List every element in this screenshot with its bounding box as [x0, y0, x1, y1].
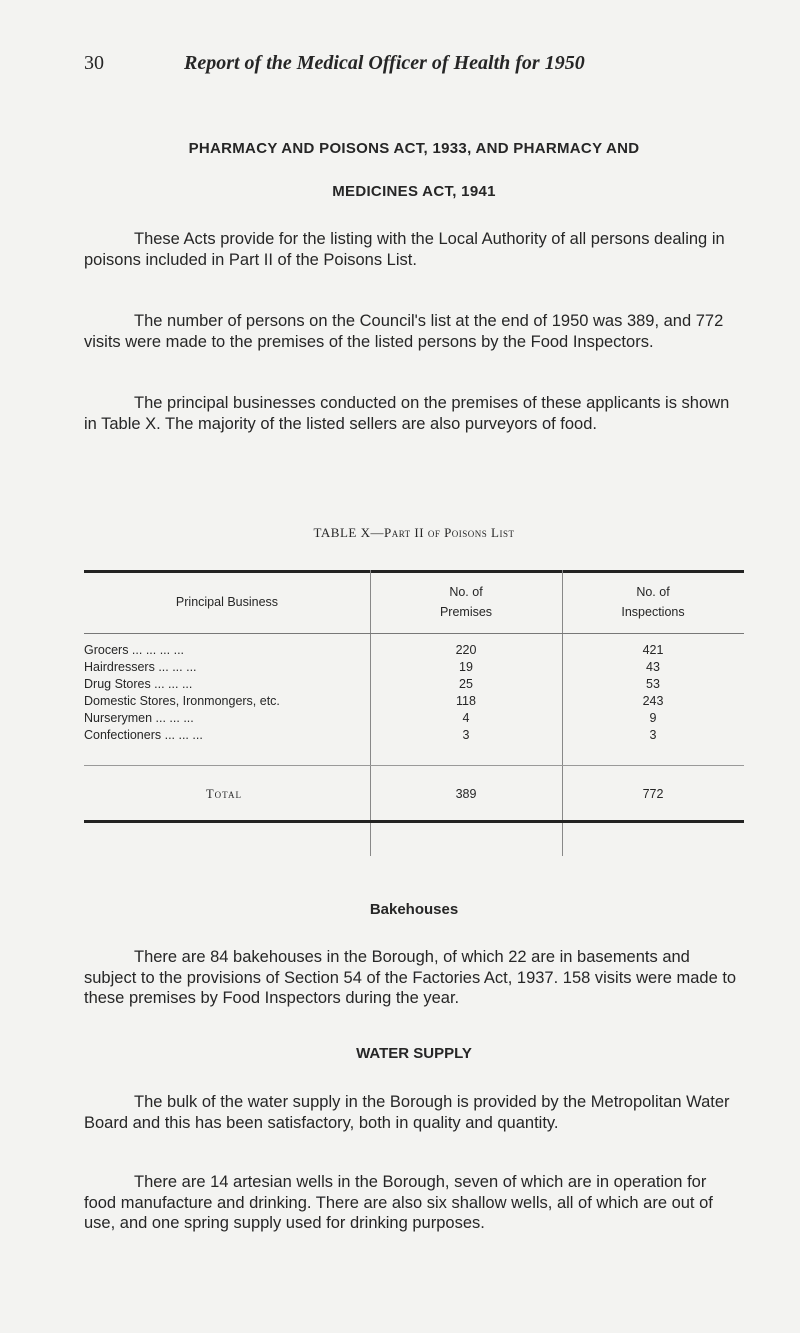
column-header-inspections — [562, 582, 744, 622]
row-inspections: 43 — [646, 660, 660, 674]
paragraph-bakehouses: There are 84 bakehouses in the Borough, of which 22 are in basements and subject to the provisions of Section 54 of the Factories Act, 1937. 158 visits were made to these premises by Food Inspectors during the year. — [84, 948, 737, 1007]
table-row — [84, 659, 744, 676]
table-total-rule — [84, 765, 744, 766]
row-inspections: 53 — [646, 677, 660, 691]
table-bottom-rule — [84, 820, 744, 823]
row-premises: 3 — [462, 728, 470, 742]
column-header-premises-line1: No. of — [449, 585, 483, 599]
total-inspections: 772 — [642, 787, 664, 801]
table-caption-title: Part II of Poisons List — [383, 525, 515, 540]
table-row — [84, 727, 744, 744]
row-inspections: 9 — [649, 711, 657, 725]
running-head-title: Report of the Medical Officer of Health for 1950 — [184, 52, 585, 74]
row-label: Grocers ... ... ... ... — [84, 643, 185, 657]
column-header-premises — [370, 582, 562, 622]
row-premises: 220 — [455, 643, 477, 657]
column-header-business: Principal Business — [175, 595, 279, 609]
row-inspections: 243 — [642, 694, 664, 708]
total-label: Total — [206, 787, 242, 801]
poisons-list-table — [84, 570, 744, 860]
table-top-rule — [84, 570, 744, 573]
paragraph-water-board: The bulk of the water supply in the Borough is provided by the Metropolitan Water Board and this has been satisfactory, both in quality and quantity. — [84, 1093, 730, 1132]
table-caption — [84, 525, 744, 541]
column-header-inspections-line1: No. of — [636, 585, 670, 599]
row-premises: 4 — [462, 711, 470, 725]
table-row — [84, 710, 744, 727]
row-label: Hairdressers ... ... ... — [84, 660, 197, 674]
table-row — [84, 676, 744, 693]
paragraph-principal-businesses: The principal businesses conducted on the premises of these applicants is shown in Table X. The majority of the listed sellers are also purveyors of food. — [84, 394, 730, 433]
paragraph-artesian-wells: There are 14 artesian wells in the Borough, seven of which are in operation for food manufacture and drinking. There are also six shallow wells, all of which are out of use, and one spring supply used for drinking purposes. — [84, 1173, 713, 1232]
table-header-rule — [84, 633, 744, 634]
row-premises: 25 — [459, 677, 473, 691]
row-inspections: 421 — [642, 643, 664, 657]
row-label: Nurserymen ... ... ... — [84, 711, 194, 725]
section-heading-pharmacy-line2: MEDICINES ACT, 1941 — [332, 183, 496, 200]
row-label: Confectioners ... ... ... — [84, 728, 203, 742]
row-label: Domestic Stores, Ironmongers, etc. — [84, 694, 280, 708]
table-row — [84, 642, 744, 659]
column-header-premises-line2: Premises — [439, 605, 493, 619]
section-heading-water-supply: WATER SUPPLY — [356, 1045, 472, 1062]
page-number: 30 — [84, 52, 104, 74]
table-caption-prefix: TABLE X— — [313, 525, 384, 540]
section-heading-bakehouses: Bakehouses — [369, 901, 459, 918]
paragraph-acts-listing: These Acts provide for the listing with the Local Authority of all persons dealing in poisons included in Part II of the Poisons List. — [84, 230, 725, 269]
section-heading-pharmacy-line1: PHARMACY AND POISONS ACT, 1933, AND PHARMACY AND — [188, 140, 640, 157]
column-header-inspections-line2: Inspections — [621, 605, 685, 619]
row-premises: 19 — [459, 660, 473, 674]
row-label: Drug Stores ... ... ... — [84, 677, 193, 691]
table-total-row — [84, 786, 744, 803]
paragraph-persons-count: The number of persons on the Council's list at the end of 1950 was 389, and 772 visits were made to the premises of the listed persons by the Food Inspectors. — [84, 312, 724, 351]
row-inspections: 3 — [649, 728, 657, 742]
total-premises: 389 — [455, 787, 477, 801]
row-premises: 118 — [456, 694, 476, 708]
table-row — [84, 693, 744, 710]
